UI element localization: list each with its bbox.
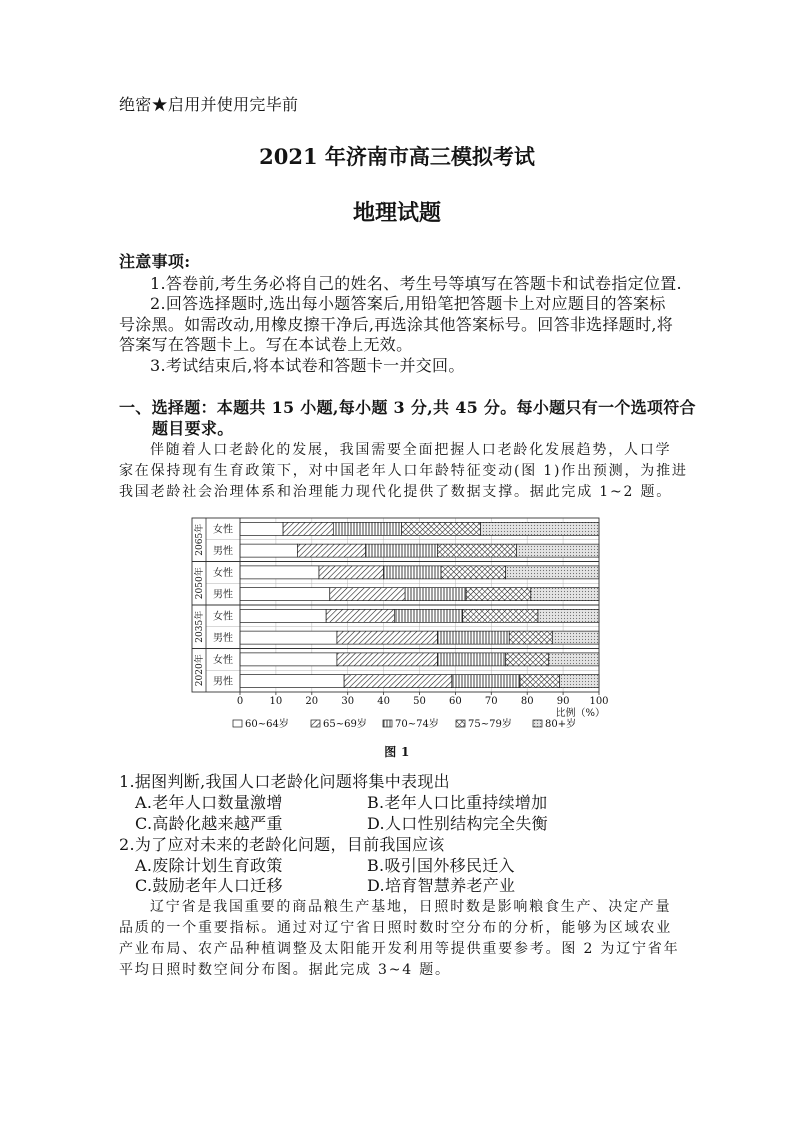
bar-2020-male-age-80: [560, 675, 599, 688]
option-a[interactable]: A.废除计划生育政策: [135, 856, 283, 875]
legend-label-80: 80+岁: [545, 719, 577, 730]
legend-label-65-69: 65~69岁: [323, 719, 367, 730]
passage-line: 平均日照时数空间分布图。据此完成 3~4 题。: [119, 962, 451, 978]
option-c[interactable]: C.鼓励老年人口迁移: [135, 876, 283, 895]
x-tick-label: 90: [556, 696, 570, 707]
bar-2035-male-age-60-64: [240, 631, 337, 644]
bar-2035-female-age-60-64: [240, 609, 326, 622]
passage-line: 品质的一个重要指标。通过对辽宁省日照时数时空分布的分析，能够为区域农业: [119, 920, 672, 936]
exam-title: 2021 年济南市高三模拟考试: [259, 144, 535, 169]
option-b[interactable]: B.老年人口比重持续增加: [367, 793, 548, 812]
bar-2020-female-age-60-64: [240, 653, 337, 666]
row-label-female: 女性: [213, 654, 233, 666]
option-d[interactable]: D.培育智慧养老产业: [367, 876, 516, 895]
bar-2065-male-age-80: [516, 544, 599, 557]
bar-2035-male-age-80: [552, 631, 599, 644]
group-label-2065: 2065年: [195, 523, 205, 556]
group-label-2035: 2035年: [195, 610, 205, 643]
notice-line: 3.考试结束后,将本试卷和答题卡一并交回。: [150, 356, 465, 375]
bar-2020-male-age-75-79: [520, 675, 559, 688]
bar-2050-female-age-60-64: [240, 566, 319, 579]
group-label-2020: 2020年: [195, 654, 205, 687]
row-label-male: 男性: [213, 676, 233, 688]
bar-2020-male-age-65-69: [344, 675, 452, 688]
passage-line: 我国老龄社会治理体系和治理能力现代化提供了数据支撑。据此完成 1~2 题。: [119, 484, 673, 500]
bar-2050-female-age-75-79: [441, 566, 506, 579]
x-tick-label: 30: [341, 696, 355, 707]
row-label-female: 女性: [213, 611, 233, 623]
confidentiality-notice: 绝密★启用并使用完毕前: [119, 95, 299, 114]
legend-swatch-80: [533, 720, 542, 727]
notice-line: 号涂黑。如需改动,用橡皮擦干净后,再选涂其他答案标号。回答非选择题时,将: [119, 315, 674, 334]
group-label-2050: 2050年: [195, 567, 205, 600]
figure-caption: 图 1: [384, 745, 410, 759]
notice-heading: 注意事项:: [119, 252, 191, 271]
bar-2065-male-age-75-79: [437, 544, 516, 557]
legend-label-60-64: 60~64岁: [245, 719, 289, 730]
x-tick-label: 20: [305, 696, 319, 707]
notice-line: 1.答卷前,考生务必将自己的姓名、考生号等填写在答题卡和试卷指定位置.: [150, 274, 682, 293]
bar-2020-male-age-60-64: [240, 675, 344, 688]
bar-2020-female-age-80: [549, 653, 599, 666]
row-label-male: 男性: [213, 589, 233, 601]
x-tick-label: 40: [377, 696, 390, 707]
legend-label-70-74: 70~74岁: [395, 719, 439, 730]
x-axis-label: 比例（%）: [555, 708, 605, 719]
section-heading: 一、选择题：本题共 15 小题,每小题 3 分,共 45 分。每小题只有一个选项符合: [119, 398, 696, 417]
x-tick-label: 80: [520, 696, 534, 707]
row-label-female: 女性: [213, 524, 233, 536]
bar-2020-female-age-75-79: [506, 653, 549, 666]
bar-2050-male-age-80: [531, 588, 599, 601]
option-a[interactable]: A.老年人口数量激增: [135, 793, 283, 812]
bar-2065-female-age-80: [481, 522, 599, 535]
bar-2065-male-age-60-64: [240, 544, 297, 557]
notice-line: 2.回答选择题时,选出每小题答案后,用铅笔把答题卡上对应题目的答案标: [150, 294, 666, 313]
x-tick-label: 0: [236, 696, 244, 707]
bar-2050-female-age-70-74: [384, 566, 441, 579]
bar-2020-female-age-70-74: [437, 653, 505, 666]
bar-2035-female-age-75-79: [463, 609, 538, 622]
exam-subtitle: 地理试题: [352, 200, 441, 226]
x-tick-label: 50: [413, 696, 426, 707]
passage-line: 家在保持现有生育政策下，对中国老年人口年龄特征变动(图 1)作出预测，为推进: [119, 463, 688, 479]
legend-swatch-75-79: [456, 720, 465, 727]
legend-swatch-70-74: [383, 720, 392, 727]
figure-1-chart: [185, 512, 615, 736]
question-stem: 2.为了应对未来的老龄化问题，目前我国应该: [119, 835, 445, 854]
x-tick-label: 10: [269, 696, 283, 707]
row-label-female: 女性: [213, 567, 233, 579]
bar-2035-female-age-70-74: [394, 609, 462, 622]
bar-2065-male-age-70-74: [366, 544, 438, 557]
legend-label-75-79: 75~79岁: [468, 719, 512, 730]
passage-line: 伴随着人口老龄化的发展，我国需要全面把握人口老龄化发展趋势，人口学: [150, 442, 672, 458]
bar-2035-female-age-80: [538, 609, 599, 622]
row-label-male: 男性: [213, 546, 233, 558]
bar-2065-female-age-65-69: [283, 522, 333, 535]
bar-2050-male-age-65-69: [330, 588, 405, 601]
bar-2035-male-age-75-79: [509, 631, 552, 644]
bar-2065-male-age-65-69: [297, 544, 365, 557]
passage-line: 辽宁省是我国重要的商品粮生产基地，日照时数是影响粮食生产、决定产量: [150, 899, 672, 915]
bar-2050-male-age-60-64: [240, 588, 330, 601]
section-heading: 题目要求。: [152, 419, 234, 438]
question-stem: 1.据图判断,我国人口老龄化问题将集中表现出: [119, 772, 450, 791]
option-d[interactable]: D.人口性别结构完全失衡: [367, 814, 548, 833]
legend-swatch-65-69: [311, 720, 320, 727]
option-b[interactable]: B.吸引国外移民迁入: [367, 856, 515, 875]
option-c[interactable]: C.高龄化越来越严重: [135, 814, 283, 833]
bar-2050-female-age-80: [506, 566, 599, 579]
bar-2035-male-age-70-74: [437, 631, 509, 644]
bar-2065-female-age-60-64: [240, 522, 283, 535]
x-tick-label: 60: [449, 696, 462, 707]
bar-2050-male-age-70-74: [405, 588, 466, 601]
bar-2035-female-age-65-69: [326, 609, 394, 622]
bar-2020-female-age-65-69: [337, 653, 438, 666]
x-tick-label: 70: [484, 696, 498, 707]
legend-swatch-60-64: [233, 720, 242, 727]
bar-2065-female-age-75-79: [402, 522, 481, 535]
bar-2050-male-age-75-79: [466, 588, 531, 601]
bar-2035-male-age-65-69: [337, 631, 438, 644]
bar-2065-female-age-70-74: [333, 522, 401, 535]
passage-line: 产业布局、农产品种植调整及太阳能开发利用等提供重要参考。图 2 为辽宁省年: [119, 941, 680, 957]
bar-2020-male-age-70-74: [452, 675, 520, 688]
x-tick-label: 100: [589, 696, 609, 707]
row-label-male: 男性: [213, 633, 233, 645]
notice-line: 答案写在答题卡上。写在本试卷上无效。: [119, 335, 413, 354]
bar-2050-female-age-65-69: [319, 566, 384, 579]
